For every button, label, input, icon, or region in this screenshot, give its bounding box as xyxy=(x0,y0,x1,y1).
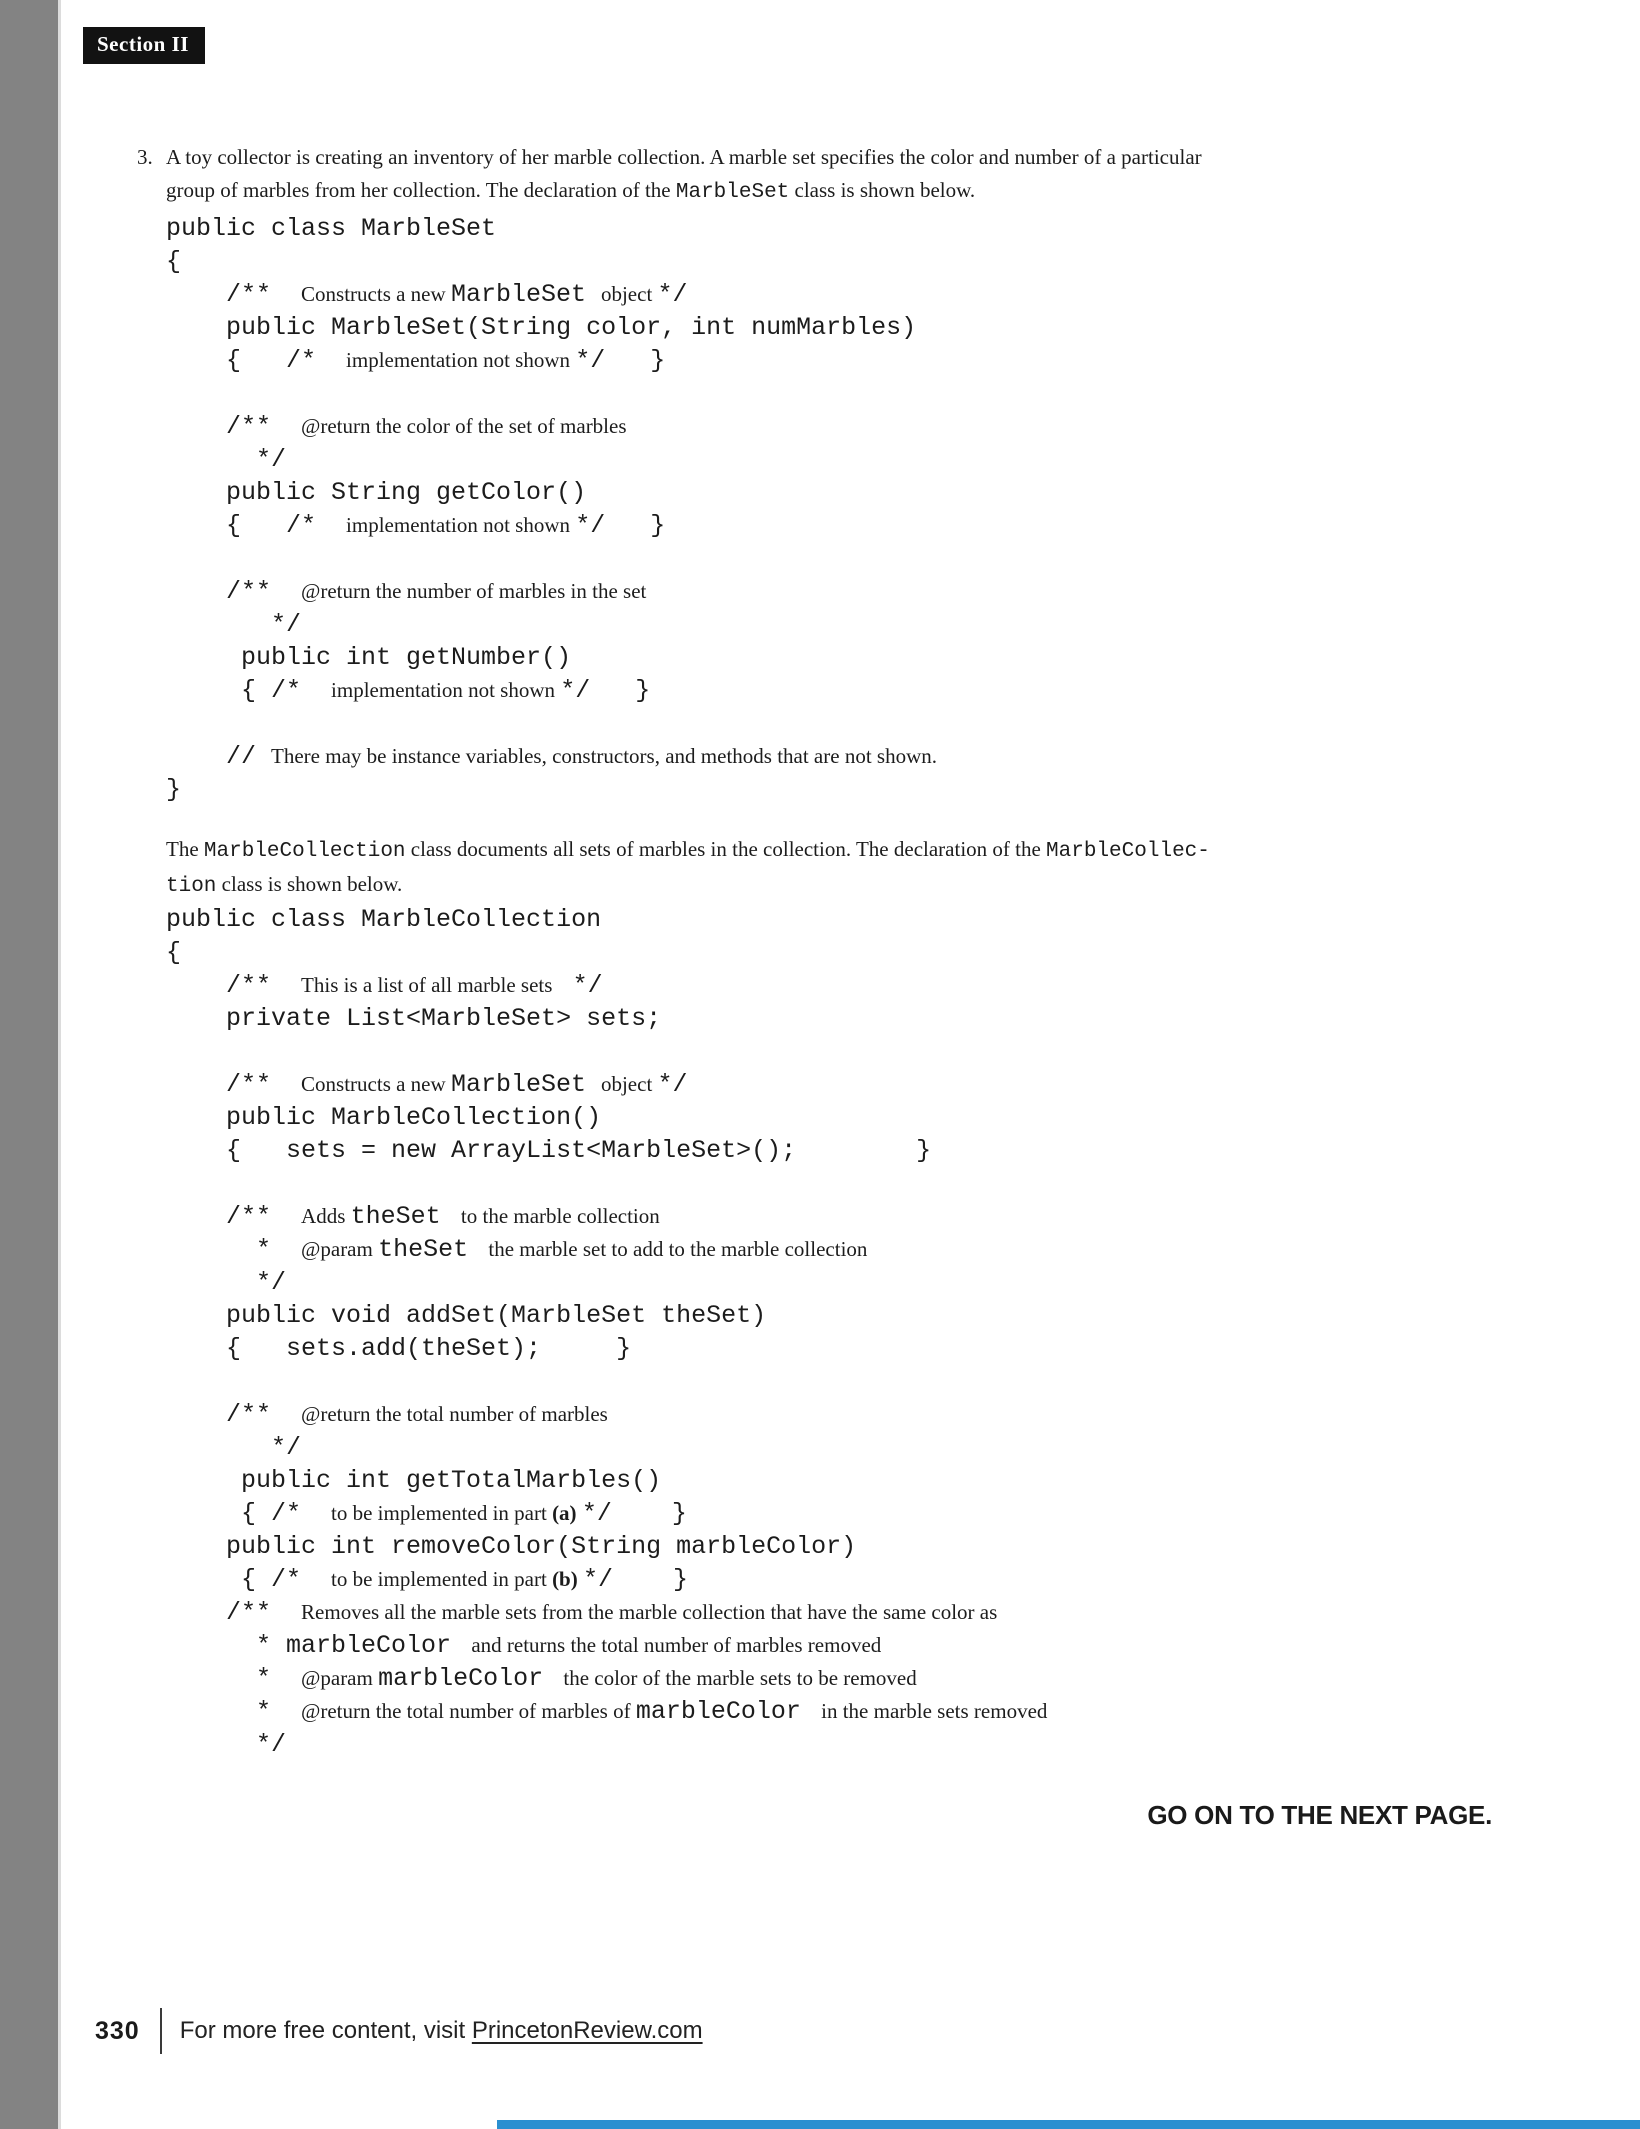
code-text: /** xyxy=(166,1598,302,1627)
code-line xyxy=(166,1332,1047,1365)
code-line xyxy=(166,1233,1047,1266)
code-line xyxy=(166,1563,1047,1596)
comment-text: class is shown below. xyxy=(216,872,403,896)
code-text: public int removeColor(String marbleColor) xyxy=(166,1532,857,1561)
code-text: { xyxy=(166,247,182,276)
code-line xyxy=(166,1266,1047,1299)
code-text: /** xyxy=(166,1400,302,1429)
code-text: */ xyxy=(166,1268,287,1297)
code-text: * xyxy=(166,1697,302,1726)
code-line xyxy=(166,344,937,377)
code-text: MarbleCollection xyxy=(203,840,406,863)
code-line xyxy=(166,212,937,245)
code-line xyxy=(166,1068,1047,1101)
comment-text: implementation not shown xyxy=(331,678,561,702)
code-line xyxy=(166,311,937,344)
code-line xyxy=(166,410,937,443)
page-number: 330 xyxy=(95,2016,140,2045)
comment-text: to be implemented in part xyxy=(331,1567,553,1591)
code-text: MarbleSet xyxy=(675,181,790,204)
code-line xyxy=(166,1695,1047,1728)
question-3 xyxy=(137,141,1537,209)
footer-text-label: For more free content, visit xyxy=(179,2017,472,2044)
code-text: * marbleColor xyxy=(166,1631,467,1660)
comment-text: object xyxy=(600,282,658,306)
comment-text: @return the total number of marbles xyxy=(301,1402,608,1426)
comment-text: A toy collector is creating an inventory of her marble collection. A marble set specifies the color and number of a particular xyxy=(166,145,1202,169)
code-text: // xyxy=(166,742,272,771)
collection-intro-text xyxy=(166,833,1526,903)
code-text: */ xyxy=(557,971,603,1000)
code-text: * xyxy=(166,1235,302,1264)
code-line xyxy=(166,1299,1047,1332)
code-line xyxy=(166,1629,1047,1662)
code-line xyxy=(166,1530,1047,1563)
comment-text: in the marble sets removed xyxy=(815,1699,1048,1723)
code-line xyxy=(166,1398,1047,1431)
footer-divider xyxy=(160,2008,162,2054)
code-line xyxy=(166,608,937,641)
code-line xyxy=(166,278,937,311)
code-text: theSet xyxy=(350,1202,456,1231)
code-line xyxy=(166,1728,1047,1761)
code-text: */ xyxy=(166,1730,287,1759)
comment-text: @param xyxy=(301,1237,379,1261)
code-text: { /* xyxy=(166,346,347,375)
comment-text: (a) xyxy=(552,1501,582,1525)
code-line xyxy=(166,1431,1047,1464)
comment-text: to be implemented in part xyxy=(331,1501,553,1525)
code-line xyxy=(166,1662,1047,1695)
code-line xyxy=(166,707,937,740)
princeton-review-link[interactable]: PrincetonReview.com xyxy=(471,2017,703,2044)
code-line xyxy=(166,476,937,509)
code-line xyxy=(166,1002,1047,1035)
marblecollection-code-block xyxy=(166,903,1047,1761)
code-text: MarbleSet xyxy=(450,280,601,309)
code-line xyxy=(166,674,937,707)
code-line xyxy=(166,1134,1047,1167)
code-line xyxy=(166,969,1047,1002)
code-text: */ xyxy=(166,445,287,474)
code-line xyxy=(166,1464,1047,1497)
comment-text: @return the total number of marbles of xyxy=(301,1699,636,1723)
code-text: /** xyxy=(166,280,302,309)
comment-text: The xyxy=(166,837,204,861)
comment-text: group of marbles from her collection. The declaration of the xyxy=(166,178,676,202)
code-text: { /* xyxy=(166,1565,332,1594)
code-text: */ xyxy=(657,1070,688,1099)
code-text: */ xyxy=(166,1433,302,1462)
bottom-accent-bar xyxy=(497,2120,1640,2129)
code-text: } xyxy=(166,775,182,804)
code-text: public class MarbleCollection xyxy=(166,905,602,934)
code-text: { /* xyxy=(166,511,347,540)
page-edge-strip xyxy=(0,0,61,2129)
code-text: public int getNumber() xyxy=(166,643,572,672)
code-text: /** xyxy=(166,971,302,1000)
code-line xyxy=(166,443,937,476)
code-text: private List<MarbleSet> sets; xyxy=(166,1004,662,1033)
code-text: */ } xyxy=(575,511,666,540)
question-number: 3. xyxy=(137,145,153,169)
code-text: public class MarbleSet xyxy=(166,214,497,243)
code-text: { /* xyxy=(166,1499,332,1528)
code-line xyxy=(166,773,937,806)
go-on-text: GO ON TO THE NEXT PAGE. xyxy=(1147,1800,1492,1830)
code-line xyxy=(166,1596,1047,1629)
comment-text: to the marble collection xyxy=(455,1204,660,1228)
comment-text: @param xyxy=(301,1666,379,1690)
page-footer xyxy=(95,2008,703,2054)
code-text: public String getColor() xyxy=(166,478,587,507)
code-text: MarbleSet xyxy=(450,1070,601,1099)
code-text: MarbleCollec- xyxy=(1046,840,1210,863)
code-text: public void addSet(MarbleSet theSet) xyxy=(166,1301,767,1330)
code-text: { sets = new ArrayList<MarbleSet>(); } xyxy=(166,1136,932,1165)
code-text: */ } xyxy=(575,346,666,375)
code-text: marbleColor xyxy=(635,1697,816,1726)
comment-text: Constructs a new xyxy=(301,282,451,306)
code-text: /** xyxy=(166,412,302,441)
code-line xyxy=(166,1101,1047,1134)
comment-text: There may be instance variables, constructors, and methods that are not shown. xyxy=(271,744,937,768)
code-text: */ xyxy=(657,280,688,309)
code-text: */ xyxy=(166,610,302,639)
code-line xyxy=(166,1365,1047,1398)
footer-text xyxy=(180,2017,703,2045)
code-line xyxy=(166,740,937,773)
code-text: theSet xyxy=(378,1235,484,1264)
comment-text: the color of the marble sets to be removed xyxy=(558,1666,917,1690)
code-line xyxy=(166,542,937,575)
code-text: public MarbleCollection() xyxy=(166,1103,602,1132)
comment-text: @return the color of the set of marbles xyxy=(301,414,627,438)
code-line xyxy=(166,245,937,278)
code-text: { xyxy=(166,938,182,967)
code-line xyxy=(166,575,937,608)
comment-text: class documents all sets of marbles in the collection. The declaration of the xyxy=(405,837,1047,861)
code-text: /** xyxy=(166,1070,302,1099)
code-line xyxy=(166,1497,1047,1530)
comment-text: Adds xyxy=(301,1204,351,1228)
comment-text: class is shown below. xyxy=(789,178,976,202)
code-line xyxy=(166,509,937,542)
comment-text: Removes all the marble sets from the marble collection that have the same color as xyxy=(301,1600,998,1624)
code-line xyxy=(166,1167,1047,1200)
code-line xyxy=(166,1200,1047,1233)
code-text: * xyxy=(166,1664,302,1693)
section-badge: Section II xyxy=(83,27,205,64)
comment-text: object xyxy=(600,1072,658,1096)
comment-text: and returns the total number of marbles removed xyxy=(466,1633,882,1657)
code-text: public int getTotalMarbles() xyxy=(166,1466,662,1495)
code-text: { /* xyxy=(166,676,332,705)
code-text: */ } xyxy=(560,676,651,705)
code-text: */ } xyxy=(581,1499,687,1528)
code-line xyxy=(166,903,1047,936)
comment-text: Constructs a new xyxy=(301,1072,451,1096)
comment-text: @return the number of marbles in the set xyxy=(301,579,647,603)
marbleset-code-block xyxy=(166,212,937,806)
question-intro-text xyxy=(166,141,1526,209)
code-text: marbleColor xyxy=(378,1664,559,1693)
code-line xyxy=(166,1035,1047,1068)
code-line xyxy=(166,641,937,674)
code-text: public MarbleSet(String color, int numMarbles) xyxy=(166,313,917,342)
comment-text: implementation not shown xyxy=(346,348,576,372)
comment-text: This is a list of all marble sets xyxy=(301,973,558,997)
code-text: { sets.add(theSet); } xyxy=(166,1334,632,1363)
code-text: */ } xyxy=(582,1565,689,1594)
comment-text: the marble set to add to the marble collection xyxy=(483,1237,868,1261)
code-line xyxy=(166,377,937,410)
code-line xyxy=(166,936,1047,969)
comment-text: implementation not shown xyxy=(346,513,576,537)
code-text: /** xyxy=(166,577,302,606)
code-text: /** xyxy=(166,1202,302,1231)
comment-text: (b) xyxy=(552,1567,583,1591)
code-text: tion xyxy=(166,875,217,898)
